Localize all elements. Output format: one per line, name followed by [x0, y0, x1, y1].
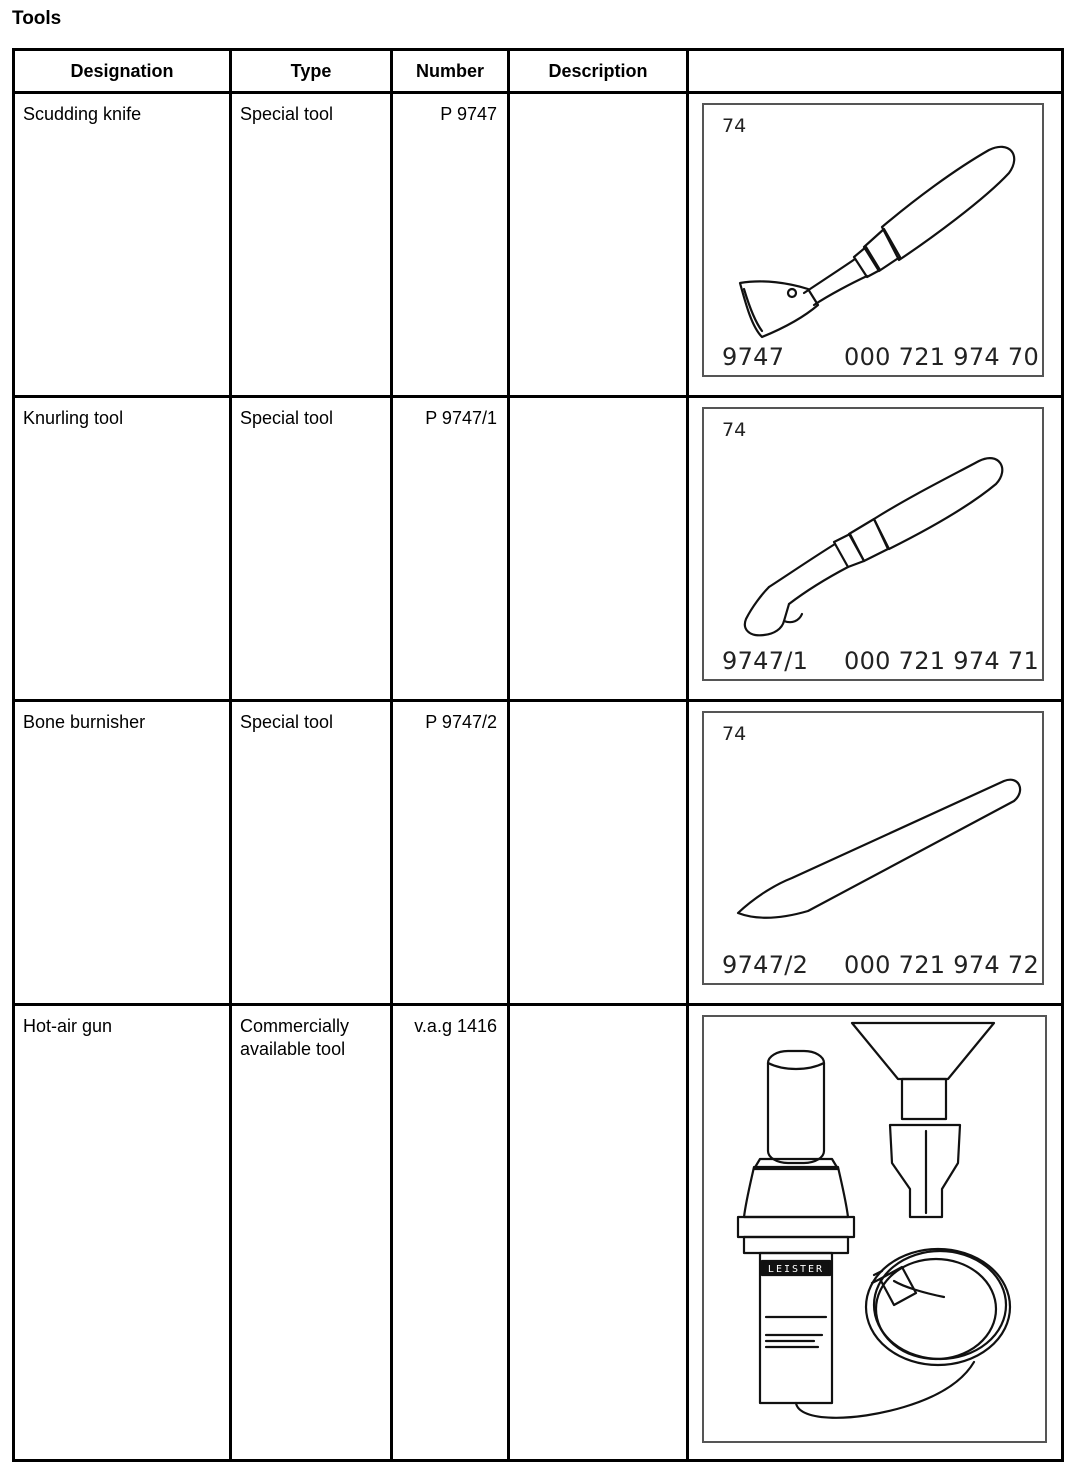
table-header-row	[14, 50, 1063, 93]
figure-group-number: 74	[722, 419, 747, 441]
table-row	[14, 701, 1063, 1005]
figure-group-number: 74	[722, 723, 747, 745]
cell-description	[509, 701, 688, 1005]
cell-number: P 9747	[392, 93, 509, 397]
cell-designation: Hot-air gun	[14, 1005, 231, 1461]
tool-illustration	[702, 711, 1044, 985]
cell-description	[509, 397, 688, 701]
header-designation: Designation	[14, 50, 231, 93]
cell-type: Special tool	[231, 397, 392, 701]
cell-image	[688, 701, 1063, 1005]
cell-type: Special tool	[231, 701, 392, 1005]
figure-part-number: 000 721 974 70	[844, 343, 1040, 371]
figure-part-number: 000 721 974 71	[844, 647, 1040, 675]
header-number: Number	[392, 50, 509, 93]
cell-image	[688, 1005, 1063, 1461]
cell-type: Special tool	[231, 93, 392, 397]
cell-designation: Knurling tool	[14, 397, 231, 701]
cell-number: v.a.g 1416	[392, 1005, 509, 1461]
figure-tool-code: 9747/1	[722, 647, 809, 675]
figure-part-number: 000 721 974 72	[844, 951, 1040, 979]
scudding-knife-icon	[704, 105, 1042, 375]
tools-table	[12, 48, 1064, 1462]
table-row	[14, 1005, 1063, 1461]
cell-image	[688, 93, 1063, 397]
bone-burnisher-icon	[704, 713, 1042, 983]
figure-tool-code: 9747/2	[722, 951, 809, 979]
cell-number: P 9747/2	[392, 701, 509, 1005]
cell-image	[688, 397, 1063, 701]
cell-number: P 9747/1	[392, 397, 509, 701]
figure-group-number: 74	[722, 115, 747, 137]
table-row	[14, 397, 1063, 701]
figure-tool-code: 9747	[722, 343, 785, 371]
header-image	[688, 50, 1063, 93]
cell-type: Commercially available tool	[231, 1005, 392, 1461]
knurling-tool-icon	[704, 409, 1042, 679]
cell-description	[509, 93, 688, 397]
gun-brand-label: LEISTER	[767, 1264, 825, 1275]
header-type: Type	[231, 50, 392, 93]
tool-illustration	[702, 407, 1044, 681]
tool-illustration	[702, 103, 1044, 377]
header-description: Description	[509, 50, 688, 93]
cell-designation: Scudding knife	[14, 93, 231, 397]
hot-air-gun-icon	[704, 1017, 1045, 1441]
cell-designation: Bone burnisher	[14, 701, 231, 1005]
cell-description	[509, 1005, 688, 1461]
table-row	[14, 93, 1063, 397]
page-title: Tools	[12, 8, 62, 29]
tool-illustration	[702, 1015, 1047, 1443]
